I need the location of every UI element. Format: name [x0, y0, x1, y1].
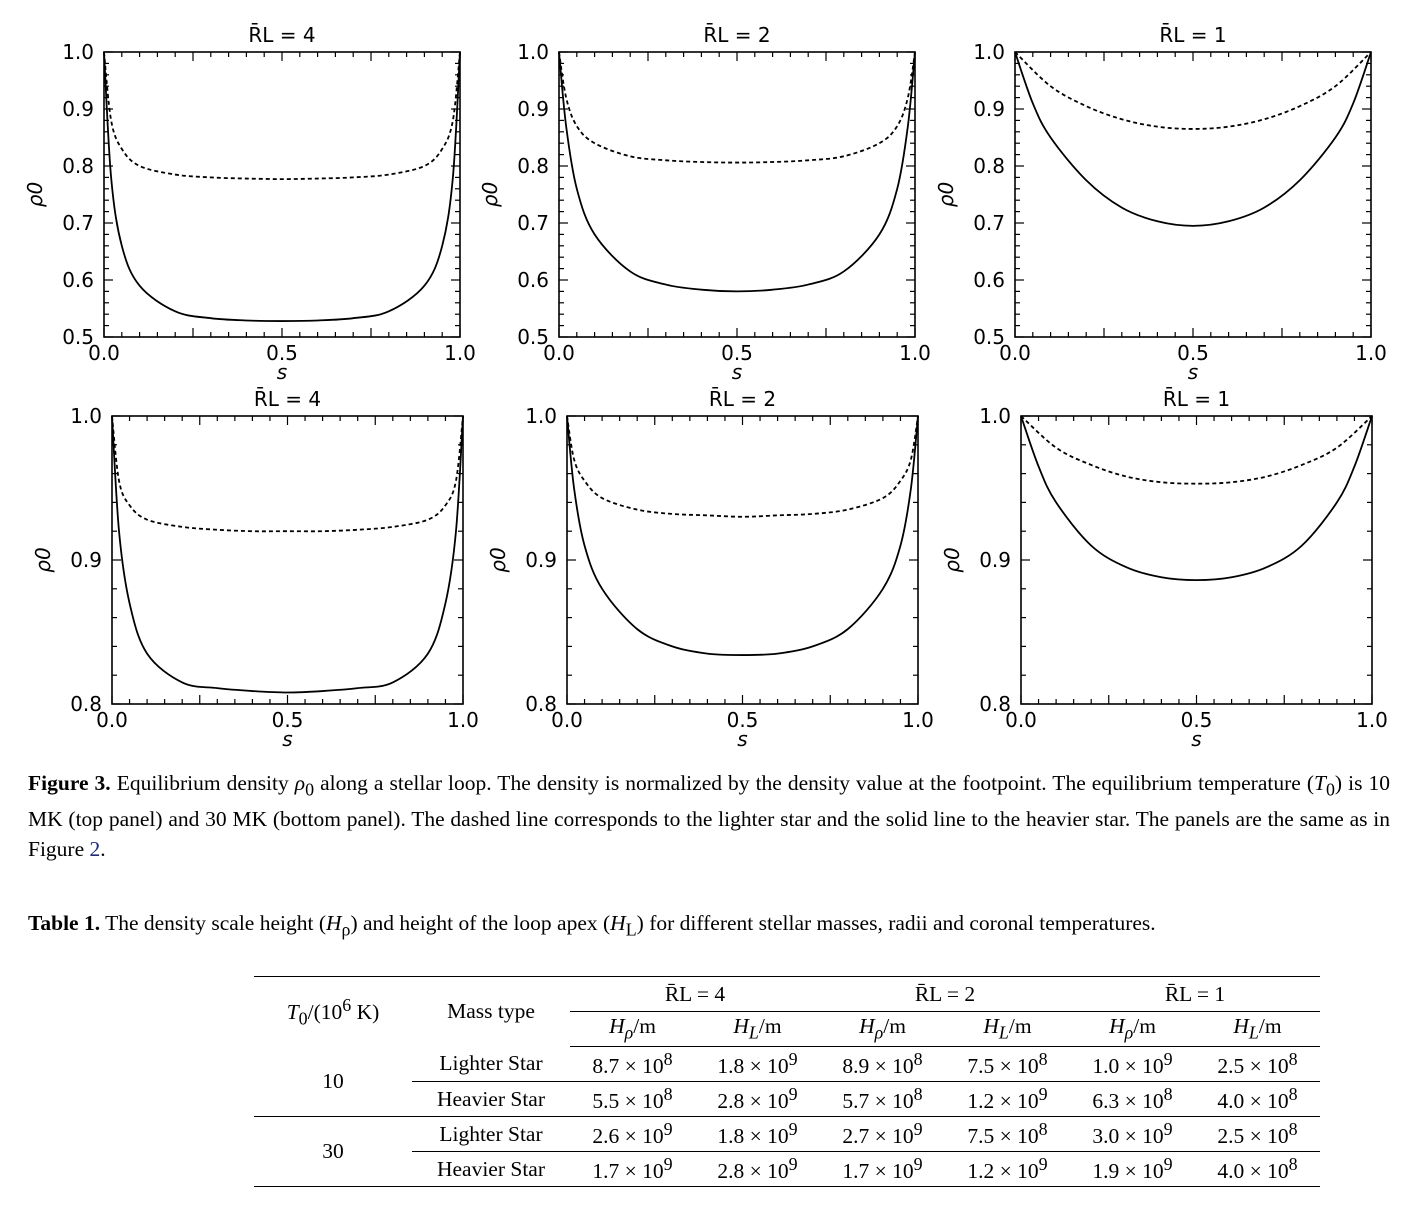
chart-panel-3: [934, 22, 1387, 384]
series-dashed-line: [559, 52, 915, 163]
x-tick-label: 1.0: [1356, 708, 1388, 732]
y-tick-label: 0.5: [62, 325, 94, 349]
cell-value: $5.7 \times 10^8$: [820, 1082, 945, 1117]
y-axis-label: ρ0: [23, 181, 47, 208]
header-mass-type: Mass type: [447, 999, 535, 1024]
cell-temperature: 10: [254, 1047, 412, 1117]
cell-value: $2.8 \times 10^9$: [695, 1152, 820, 1187]
cell-temperature: 30: [254, 1117, 412, 1187]
panel-title: R̄L = 1: [1159, 23, 1227, 47]
cell-value: $6.3 \times 10^8$: [1070, 1082, 1195, 1117]
x-tick-label: 0.5: [271, 708, 304, 732]
caption-text: ) is 10 MK (top panel) and 30 MK (bottom panel). The dashed line corresponds to the lighter star and the solid line to the heavier star. The panels are the same as in Figure: [28, 771, 1390, 862]
figure-link[interactable]: 2: [89, 837, 101, 862]
y-tick-label: 0.8: [517, 154, 549, 178]
cell-value: $1.7 \times 10^9$: [820, 1152, 945, 1187]
y-tick-label: 1.0: [525, 404, 557, 428]
data-table: [254, 976, 1320, 1187]
y-tick-label: 0.9: [62, 97, 94, 121]
header-h-rho: $H_\rho/m$: [820, 1012, 945, 1047]
cell-value: $4.0 \times 10^8$: [1195, 1082, 1320, 1117]
caption-subscript: L: [625, 919, 637, 940]
x-tick-label: 0.5: [721, 341, 753, 365]
y-tick-label: 0.8: [70, 692, 102, 716]
table-row: [254, 1082, 1320, 1117]
plot-frame: [112, 416, 463, 704]
panel-title: R̄L = 4: [253, 387, 322, 411]
x-tick-label: 0.5: [1180, 708, 1213, 732]
series-solid-line: [104, 52, 460, 321]
y-axis-label: ρ0: [934, 181, 958, 208]
x-axis-label: s: [737, 727, 748, 751]
header-group-rl4: R̄L = 4: [570, 977, 820, 1012]
x-tick-label: 1.0: [899, 341, 931, 365]
y-tick-label: 0.9: [517, 97, 549, 121]
caption-text: along a stellar loop. The density is normalized by the density value at the footpoint. The equilibrium temperature (: [314, 771, 1314, 795]
y-tick-label: 1.0: [62, 40, 94, 64]
panel-title: R̄L = 2: [703, 23, 771, 47]
x-tick-label: 0.0: [1005, 708, 1037, 732]
plot-frame: [559, 52, 915, 337]
x-axis-label: s: [282, 727, 293, 751]
cell-value: $1.9 \times 10^9$: [1070, 1152, 1195, 1187]
cell-value: $2.8 \times 10^9$: [695, 1082, 820, 1117]
x-axis-label: s: [1191, 727, 1202, 751]
x-tick-label: 0.5: [266, 341, 298, 365]
y-tick-label: 0.8: [62, 154, 94, 178]
cell-value: $2.6 \times 10^9$: [570, 1117, 695, 1152]
cell-value: $3.0 \times 10^9$: [1070, 1117, 1195, 1152]
x-tick-label: 0.0: [999, 341, 1031, 365]
header-h-rho: $H_\rho/m$: [1070, 1012, 1195, 1047]
y-axis-label: ρ0: [31, 547, 55, 573]
cell-value: $4.0 \times 10^8$: [1195, 1152, 1320, 1187]
chart-panel-6: [940, 386, 1388, 751]
panel-title: R̄L = 1: [1162, 387, 1231, 411]
caption-subscript: 0: [305, 779, 315, 800]
caption-text: .: [100, 837, 106, 862]
y-tick-label: 0.8: [973, 154, 1005, 178]
plot-frame: [1021, 416, 1372, 704]
caption-text: Equilibrium density: [110, 771, 295, 795]
y-tick-label: 1.0: [973, 40, 1005, 64]
plot-frame: [1015, 52, 1371, 337]
series-solid-line: [1021, 416, 1372, 580]
series-dashed-line: [112, 416, 463, 531]
series-dashed-line: [1015, 52, 1371, 129]
cell-value: $5.5 \times 10^8$: [570, 1082, 695, 1117]
table-row: [254, 1047, 1320, 1082]
table-label: Table 1.: [28, 911, 101, 935]
table-caption: [28, 908, 1390, 944]
x-tick-label: 1.0: [902, 708, 934, 732]
x-tick-label: 0.0: [96, 708, 128, 732]
cell-value: $2.5 \times 10^8$: [1195, 1047, 1320, 1082]
x-tick-label: 0.0: [551, 708, 583, 732]
header-temperature: $T_0/(10^6$ K): [286, 994, 380, 1028]
x-tick-label: 0.5: [1177, 341, 1209, 365]
series-solid-line: [112, 416, 463, 692]
series-dashed-line: [567, 416, 918, 517]
y-axis-label: ρ0: [486, 547, 510, 573]
cell-value: $1.2 \times 10^9$: [945, 1152, 1070, 1187]
x-axis-label: s: [731, 360, 743, 384]
plot-frame: [104, 52, 460, 337]
x-axis-label: s: [1187, 360, 1199, 384]
series-dashed-line: [1021, 416, 1372, 484]
y-tick-label: 0.7: [517, 211, 549, 235]
cell-value: $1.7 \times 10^9$: [570, 1152, 695, 1187]
y-axis-label: ρ0: [478, 181, 502, 208]
y-tick-label: 0.9: [525, 548, 557, 572]
y-tick-label: 0.9: [973, 97, 1005, 121]
y-tick-label: 0.5: [973, 325, 1005, 349]
y-tick-label: 0.6: [517, 268, 549, 292]
x-tick-label: 1.0: [1355, 341, 1387, 365]
caption-text: ) and height of the loop apex (: [350, 911, 611, 935]
y-tick-label: 1.0: [517, 40, 549, 64]
cell-value: $1.8 \times 10^9$: [695, 1047, 820, 1082]
x-tick-label: 1.0: [447, 708, 479, 732]
series-solid-line: [559, 52, 915, 291]
caption-subscript: ρ: [341, 919, 351, 940]
x-tick-label: 0.0: [88, 341, 120, 365]
caption-symbol: T: [1313, 771, 1326, 795]
cell-value: $1.2 \times 10^9$: [945, 1082, 1070, 1117]
cell-value: $7.5 \times 10^8$: [945, 1117, 1070, 1152]
table-row: [254, 1152, 1320, 1187]
y-tick-label: 0.6: [62, 268, 94, 292]
header-h-rho: $H_\rho/m$: [570, 1012, 695, 1047]
cell-value: $7.5 \times 10^8$: [945, 1047, 1070, 1082]
x-tick-label: 0.5: [726, 708, 759, 732]
plot-frame: [567, 416, 918, 704]
header-group-rl1: R̄L = 1: [1070, 977, 1320, 1012]
caption-symbol: ρ: [294, 771, 306, 795]
cell-value: $1.0 \times 10^9$: [1070, 1047, 1195, 1082]
y-axis-label: ρ0: [940, 547, 964, 573]
cell-value: $2.7 \times 10^9$: [820, 1117, 945, 1152]
panel-title: R̄L = 4: [248, 23, 316, 47]
x-axis-label: s: [276, 360, 288, 384]
x-tick-label: 0.0: [543, 341, 575, 365]
caption-symbol: H: [325, 911, 342, 935]
header-h-l: $H_L/m$: [945, 1012, 1070, 1047]
y-tick-label: 1.0: [70, 404, 102, 428]
chart-panel-4: [31, 386, 479, 751]
header-h-l: $H_L/m$: [695, 1012, 820, 1047]
y-tick-label: 0.9: [70, 548, 102, 572]
y-tick-label: 0.6: [973, 268, 1005, 292]
cell-value: $2.5 \times 10^8$: [1195, 1117, 1320, 1152]
y-tick-label: 0.5: [517, 325, 549, 349]
x-tick-label: 1.0: [444, 341, 476, 365]
y-tick-label: 0.8: [979, 692, 1011, 716]
cell-value: $1.8 \times 10^9$: [695, 1117, 820, 1152]
caption-symbol: H: [610, 911, 626, 935]
header-h-l: $H_L/m$: [1195, 1012, 1320, 1047]
figure-caption: [28, 768, 1390, 864]
y-tick-label: 1.0: [979, 404, 1011, 428]
chart-panel-5: [486, 386, 934, 751]
cell-value: $8.9 \times 10^8$: [820, 1047, 945, 1082]
figure-label: Figure 3.: [28, 771, 111, 795]
cell-mass-type: Lighter Star: [412, 1117, 570, 1152]
panel-title: R̄L = 2: [708, 387, 777, 411]
cell-mass-type: Heavier Star: [412, 1082, 570, 1117]
header-group-rl2: R̄L = 2: [820, 977, 1070, 1012]
cell-mass-type: Heavier Star: [412, 1152, 570, 1187]
series-dashed-line: [104, 52, 460, 179]
table-row: [254, 1117, 1320, 1152]
cell-value: $8.7 \times 10^8$: [570, 1047, 695, 1082]
chart-panel-2: [478, 22, 931, 384]
cell-mass-type: Lighter Star: [412, 1047, 570, 1082]
series-solid-line: [567, 416, 918, 655]
caption-text: ) for different stellar masses, radii and coronal temperatures.: [636, 911, 1156, 935]
caption-subscript: 0: [1325, 779, 1335, 800]
y-tick-label: 0.7: [62, 211, 94, 235]
series-solid-line: [1015, 52, 1371, 226]
y-tick-label: 0.9: [979, 548, 1011, 572]
y-tick-label: 0.7: [973, 211, 1005, 235]
y-tick-label: 0.8: [525, 692, 557, 716]
caption-text: The density scale height (: [100, 911, 326, 935]
chart-panel-1: [23, 22, 476, 384]
